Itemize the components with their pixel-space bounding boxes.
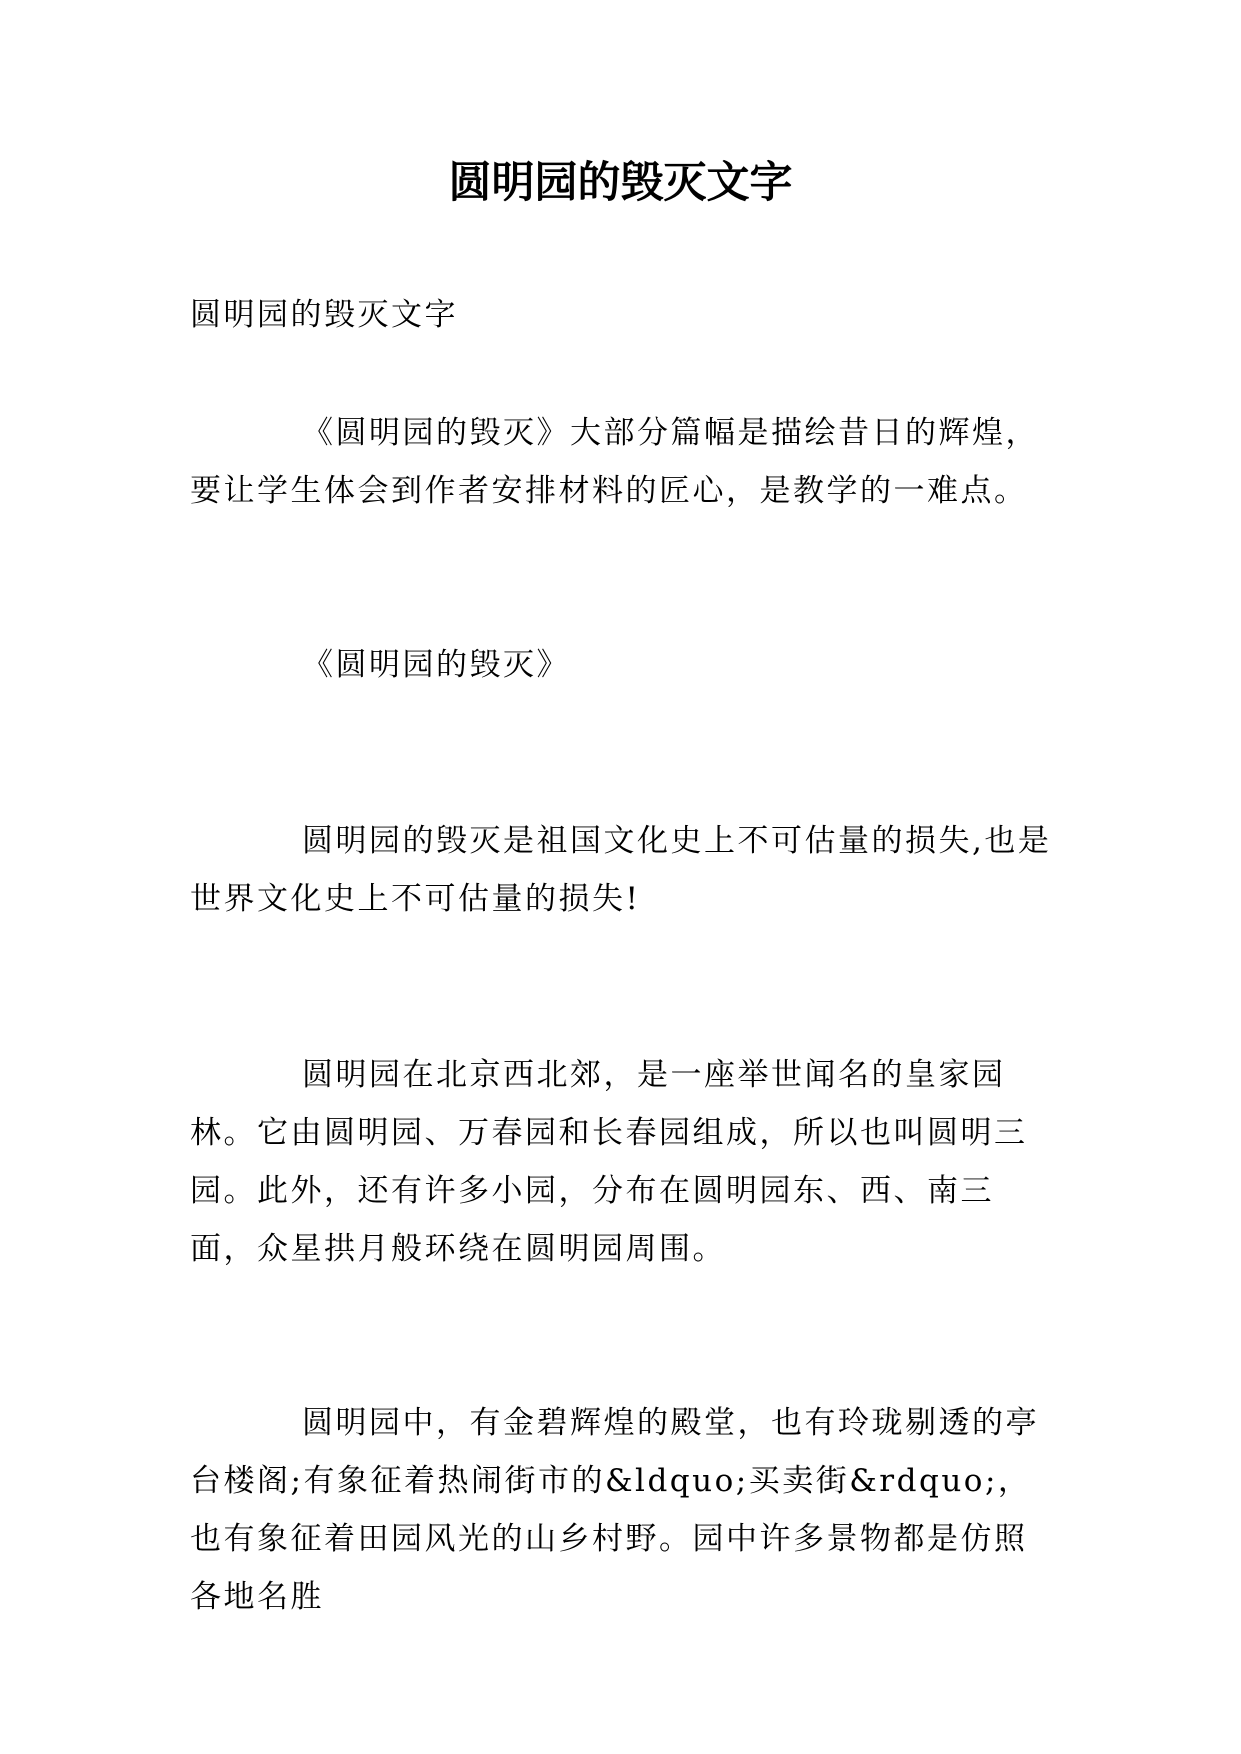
article-title-paragraph: 《圆明园的毁灭》 [302, 647, 570, 683]
document-title: 圆明园的毁灭文字 [448, 158, 793, 208]
location-paragraph: 圆明园在北京西北郊，是一座举世闻名的皇家园林。它由圆明园、万春园和长春园组成，所以也叫圆明三园。此外，还有许多小园，分布在圆明园东、西、南三面，众星拱月般环绕在圆明园周围。 [190, 1057, 1028, 1267]
scenery-paragraph: 圆明园中，有金碧辉煌的殿堂，也有玲珑剔透的亭台楼阁;有象征着热闹街市的&ldquo;买卖街&rdquo;，也有象征着田园风光的山乡村野。园中许多景物都是仿照各地名胜 [190, 1405, 1039, 1615]
document-subtitle-paragraph: 圆明园的毁灭文字 [190, 297, 458, 333]
intro-paragraph: 《圆明园的毁灭》大部分篇幅是描绘昔日的辉煌，要让学生体会到作者安排材料的匠心，是教学的一难点。 [190, 415, 1039, 509]
loss-paragraph: 圆明园的毁灭是祖国文化史上不可估量的损失,也是世界文化史上不可估量的损失! [190, 823, 1052, 917]
